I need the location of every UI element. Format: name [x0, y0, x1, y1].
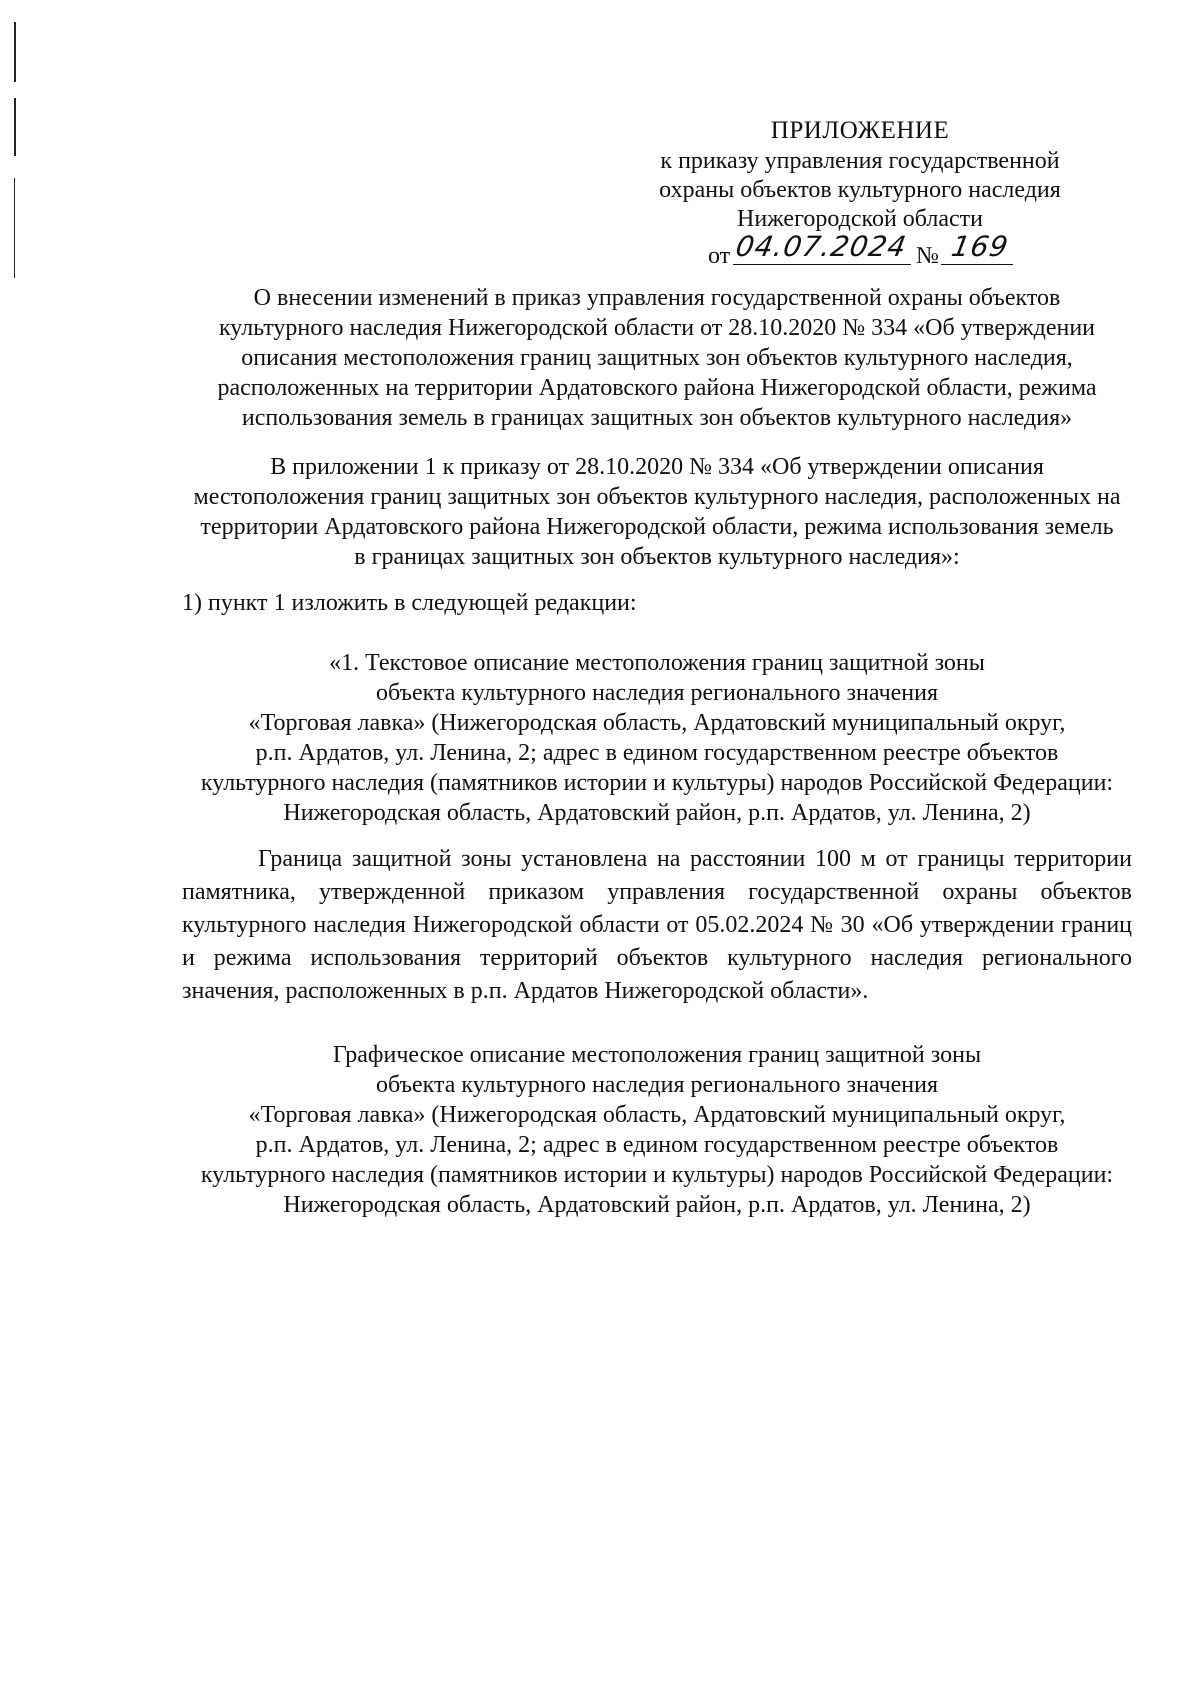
appendix-header — [620, 116, 1100, 268]
scan-edge-mark — [14, 98, 16, 156]
section-2-heading-line: объекта культурного наследия регионального значения — [375, 1072, 939, 1098]
section-2-heading-line: Графическое описание местоположения границ защитной зоны — [332, 1042, 982, 1068]
intro-line: местоположения границ защитных зон объектов культурного наследия, расположенных на — [193, 484, 1121, 510]
section-2-heading-line: «Торговая лавка» (Нижегородская область, Ардатовский муниципальный округ, — [248, 1102, 1066, 1128]
item-1-instruction: 1) пункт 1 изложить в следующей редакции: — [182, 590, 637, 616]
intro-line: территории Ардатовского района Нижегородской области, режима использования земель — [200, 514, 1114, 540]
appendix-title: ПРИЛОЖЕНИЕ — [770, 117, 950, 144]
appendix-line: к приказу управления государственной — [660, 148, 1060, 174]
appendix-line: охраны объектов культурного наследия — [659, 177, 1061, 203]
intro-paragraph — [182, 452, 1132, 572]
intro-line: В приложении 1 к приказу от 28.10.2020 № 334 «Об утверждении описания — [270, 454, 1044, 480]
section-2-heading-line: Нижегородская область, Ардатовский район, р.п. Ардатов, ул. Ленина, 2) — [283, 1192, 1031, 1218]
boundary-paragraph: Граница защитной зоны установлена на расстоянии 100 м от границы территории памятника, утвержденной приказом управления государственной охраны объектов культурного наследия Нижегородской области от 05.02.2024 № 30 «Об утверждении границ и режима использования территорий объектов культурного наследия регионального значения, расположенных в р.п. Ардатов Нижегородской области». — [182, 846, 1132, 1004]
intro-line: в границах защитных зон объектов культурного наследия»: — [354, 544, 960, 570]
order-date-prefix: от — [708, 243, 731, 269]
document-title-line: О внесении изменений в приказ управления государственной охраны объектов — [253, 285, 1061, 311]
section-1-heading-line: р.п. Ардатов, ул. Ленина, 2; адрес в едином государственном реестре объектов — [255, 740, 1059, 766]
section-2-heading-line: культурного наследия (памятников истории и культуры) народов Российской Федерации: — [200, 1162, 1114, 1188]
order-number-handwritten: 169 — [941, 230, 1019, 265]
document-title — [182, 283, 1132, 433]
document-title-line: использования земель в границах защитных зон объектов культурного наследия» — [241, 405, 1073, 431]
document-title-line: описания местоположения границ защитных зон объектов культурного наследия, — [241, 345, 1073, 371]
document-title-line: культурного наследия Нижегородской области от 28.10.2020 № 334 «Об утверждении — [218, 315, 1096, 341]
section-1-heading-line: объекта культурного наследия регионального значения — [375, 680, 939, 706]
order-reference — [620, 230, 1100, 269]
section-2-heading-line: р.п. Ардатов, ул. Ленина, 2; адрес в едином государственном реестре объектов — [255, 1132, 1059, 1158]
section-1-heading-line: «Торговая лавка» (Нижегородская область, Ардатовский муниципальный округ, — [248, 710, 1066, 736]
section-2-heading — [182, 1040, 1132, 1220]
section-1-heading-line: Нижегородская область, Ардатовский район, р.п. Ардатов, ул. Ленина, 2) — [283, 800, 1031, 826]
order-date-handwritten: 04.07.2024 — [733, 230, 917, 265]
appendix-line: Нижегородской области — [736, 206, 984, 232]
scan-edge-mark — [14, 178, 15, 278]
section-1-heading-line: «1. Текстовое описание местоположения границ защитной зоны — [329, 650, 985, 676]
scan-edge-mark — [14, 22, 16, 82]
document-title-line: расположенных на территории Ардатовского района Нижегородской области, режима — [217, 375, 1097, 401]
section-1-heading — [182, 648, 1132, 828]
section-1-heading-line: культурного наследия (памятников истории и культуры) народов Российской Федерации: — [200, 770, 1114, 796]
order-number-prefix: № — [916, 243, 939, 269]
